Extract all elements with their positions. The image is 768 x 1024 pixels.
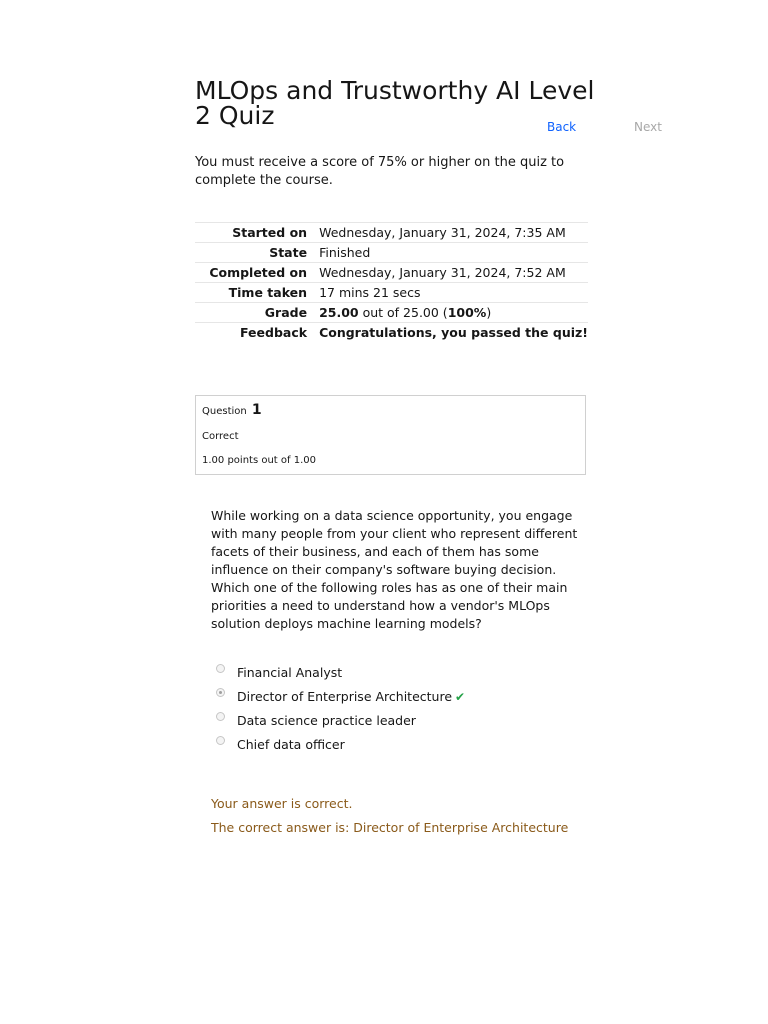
question-points: 1.00 points out of 1.00: [202, 455, 316, 466]
answer-options: [216, 662, 576, 758]
answer-option[interactable]: [216, 710, 576, 734]
back-link[interactable]: Back: [547, 120, 577, 134]
summary-label: Time taken: [228, 285, 308, 300]
summary-label: Completed on: [209, 265, 308, 280]
attempt-summary-table: [195, 222, 588, 343]
summary-label: Feedback: [240, 325, 308, 340]
summary-row-time: [195, 283, 588, 303]
question-prefix: Question: [202, 406, 247, 417]
summary-value: Finished: [319, 245, 371, 260]
answer-option[interactable]: [216, 662, 576, 686]
page-title: MLOps and Trustworthy AI Level 2 Quiz: [195, 76, 595, 130]
question-info-box: [195, 395, 586, 475]
answer-feedback: [211, 797, 611, 845]
summary-row-completed: [195, 263, 588, 283]
radio-button[interactable]: [216, 664, 225, 673]
summary-row-feedback: [195, 323, 588, 343]
summary-label: Grade: [264, 305, 308, 320]
next-link: Next: [634, 120, 662, 134]
question-number-value: 1: [251, 402, 262, 418]
summary-row-started: [195, 223, 588, 243]
question-state: Correct: [202, 431, 239, 442]
summary-value: Congratulations, you passed the quiz!: [319, 325, 588, 340]
requirement-text: You must receive a score of 75% or higher on the quiz to complete the course.: [195, 155, 565, 188]
answer-label: Chief data officer: [237, 737, 345, 752]
summary-value: 17 mins 21 secs: [319, 285, 421, 300]
answer-label: Data science practice leader: [237, 713, 416, 728]
grade-out-of: out of 25.00 (: [358, 305, 448, 320]
summary-label: Started on: [232, 225, 308, 240]
summary-row-state: [195, 243, 588, 263]
summary-label: State: [269, 245, 308, 260]
summary-value: Wednesday, January 31, 2024, 7:35 AM: [319, 225, 566, 240]
answer-label: Director of Enterprise Architecture: [237, 689, 453, 704]
answer-label: Financial Analyst: [237, 665, 343, 680]
question-number: [202, 402, 262, 418]
feedback-correct: Your answer is correct.: [211, 796, 353, 811]
grade-percent: 100%: [447, 305, 487, 320]
grade-score: 25.00: [319, 305, 359, 320]
summary-value: [319, 303, 588, 323]
answer-option-selected[interactable]: [216, 686, 576, 710]
question-text: While working on a data science opportunity, you engage with many people from your client who represent different facets of their business, and each of them has some influence on their company's software buying decision. Which one of the following roles has as one of their main priorities a need to understand how a vendor's MLOps solution deploys machine learning models?: [211, 508, 578, 631]
summary-value: Wednesday, January 31, 2024, 7:52 AM: [319, 265, 566, 280]
answer-option[interactable]: [216, 734, 576, 758]
radio-button[interactable]: [216, 736, 225, 745]
grade-close: ): [486, 305, 492, 320]
correct-answer: The correct answer is: Director of Enterprise Architecture: [211, 820, 569, 835]
radio-button-checked[interactable]: [216, 688, 225, 697]
check-icon: ✔: [455, 690, 466, 704]
summary-row-grade: [195, 303, 588, 323]
radio-button[interactable]: [216, 712, 225, 721]
